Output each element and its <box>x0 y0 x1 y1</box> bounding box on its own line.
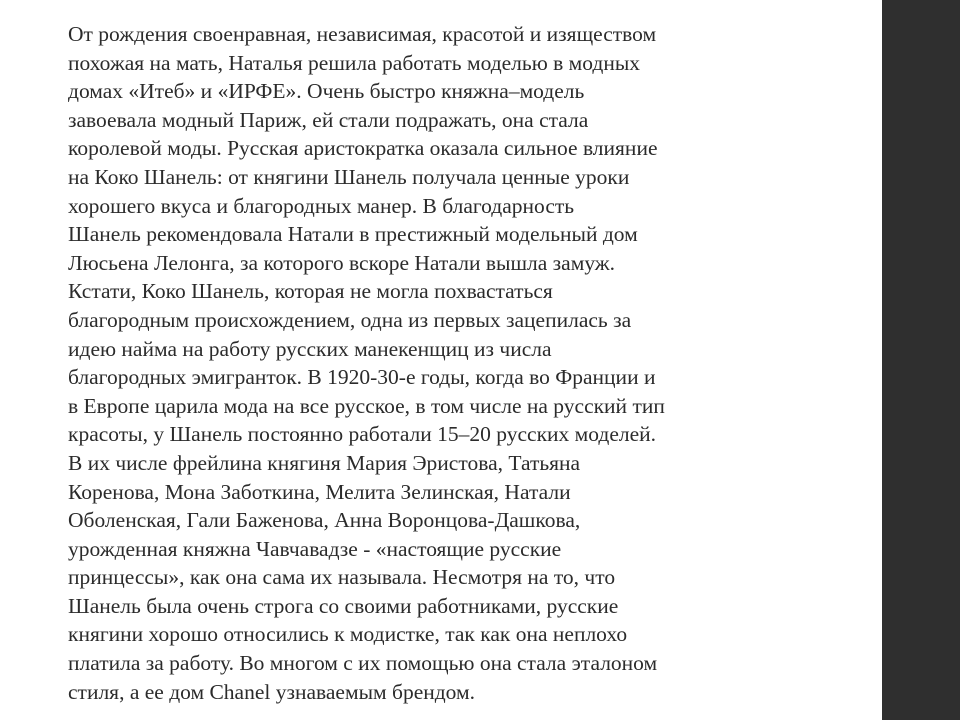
text-line: завоевала модный Париж, ей стали подражать, она стала <box>68 107 589 132</box>
text-line: Люсьена Лелонга, за которого вскоре Натали вышла замуж. <box>68 250 616 275</box>
text-line: От рождения своенравная, независимая, красотой и изяществом <box>68 22 657 46</box>
decorative-side-bar <box>882 0 960 720</box>
text-line: княгини хорошо относились к модистке, так как она неплохо <box>68 622 628 647</box>
text-line: Шанель рекомендовала Натали в престижный модельный дом <box>68 222 638 247</box>
text-line: Шанель была очень строга со своими работниками, русские <box>68 593 619 618</box>
body-text <box>68 20 868 706</box>
text-line: Кстати, Коко Шанель, которая не могла похвастаться <box>68 279 553 304</box>
text-line: домах «Итеб» и «ИРФЕ». Очень быстро княжна–модель <box>68 79 585 104</box>
text-line: платила за работу. Во многом с их помощью она стала эталоном <box>68 651 658 676</box>
text-line: Коренова, Мона Заботкина, Мелита Зелинская, Натали <box>68 479 571 504</box>
text-line: благородным происхождением, одна из первых зацепилась за <box>68 307 632 332</box>
text-line: идею найма на работу русских манекенщиц из числа <box>68 336 552 361</box>
text-line: королевой моды. Русская аристократка оказала сильное влияние <box>68 136 658 161</box>
text-line: на Коко Шанель: от княгини Шанель получала ценные уроки <box>68 164 630 189</box>
text-line: принцессы», как она сама их называла. Несмотря на то, что <box>68 565 616 590</box>
text-line: в Европе царила мода на все русское, в том числе на русский тип <box>68 393 665 418</box>
text-line: Оболенская, Гали Баженова, Анна Воронцова-Дашкова, <box>68 508 581 533</box>
text-line: хорошего вкуса и благородных манер. В благодарность <box>68 193 575 218</box>
text-line: благородных эмигранток. В 1920-30-е годы, когда во Франции и <box>68 365 656 390</box>
text-line: похожая на мать, Наталья решила работать моделью в модных <box>68 50 641 75</box>
text-line: урожденная княжна Чавчавадзе - «настоящие русские <box>68 536 562 561</box>
text-line: В их числе фрейлина княгиня Мария Эристова, Татьяна <box>68 450 581 475</box>
text-line: стиля, а ее дом Chanel узнаваемым брендом. <box>68 679 475 704</box>
text-line: красоты, у Шанель постоянно работали 15–20 русских моделей. <box>68 422 657 447</box>
